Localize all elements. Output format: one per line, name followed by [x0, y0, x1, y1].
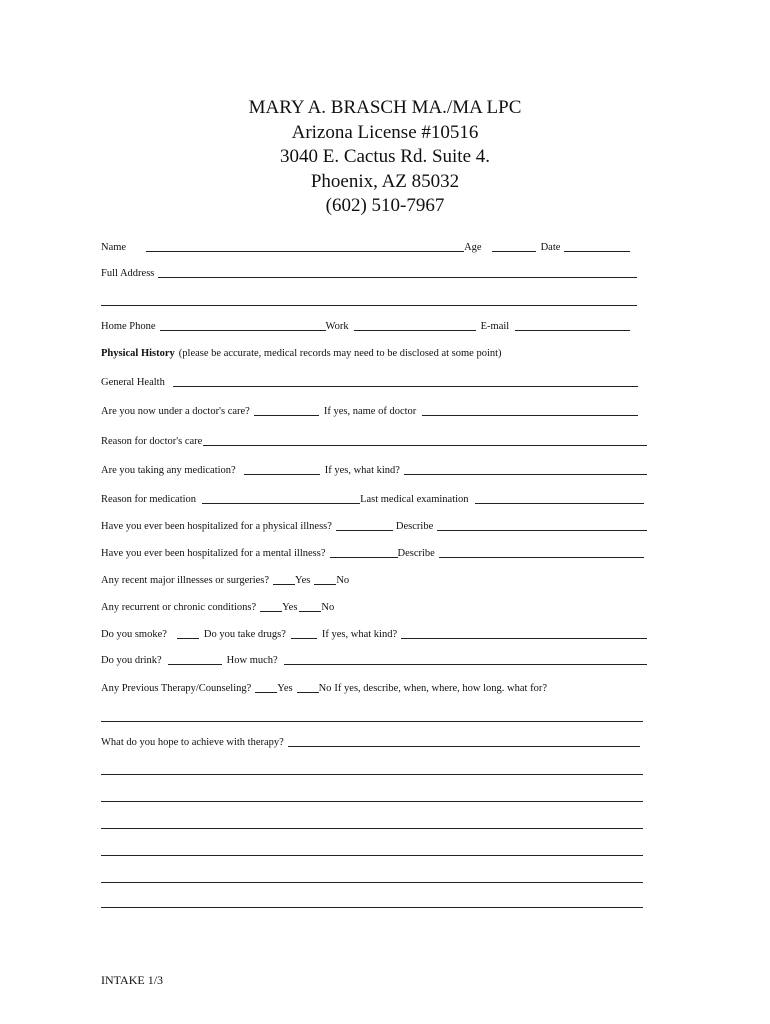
reason-doctor-label: Reason for doctor's care [101, 436, 203, 447]
row-hope-line-3 [101, 817, 647, 831]
name-label: Name [101, 242, 127, 253]
doctor-name-label: If yes, name of doctor [323, 406, 417, 417]
recent-illness-yes-label: Yes [295, 575, 311, 586]
chronic-yes-label: Yes [282, 602, 298, 613]
chronic-yes-field[interactable] [260, 601, 282, 612]
general-health-field[interactable] [173, 376, 638, 387]
hope-field-line[interactable] [101, 791, 643, 802]
medication-kind-label: If yes, what kind? [324, 465, 400, 476]
row-therapy [101, 681, 647, 695]
row-physical-history [101, 346, 647, 360]
reason-doctor-field[interactable] [203, 435, 647, 446]
reason-medication-field[interactable] [202, 493, 360, 504]
row-hope-line-6 [101, 896, 647, 910]
general-health-label: General Health [101, 377, 165, 388]
row-drink [101, 653, 647, 667]
name-field[interactable] [146, 241, 464, 252]
drugs-field[interactable] [291, 628, 317, 639]
row-hope-line-2 [101, 790, 647, 804]
drugs-kind-label: If yes, what kind? [321, 629, 398, 640]
row-hope-line-1 [101, 763, 647, 777]
row-recent-illness [101, 573, 647, 587]
date-field[interactable] [564, 241, 630, 252]
drugs-label: Do you take drugs? [203, 629, 286, 640]
phone-number: (602) 510-7967 [325, 195, 445, 216]
chronic-no-label: No [321, 602, 335, 613]
drink-label: Do you drink? [101, 655, 162, 666]
row-address [101, 266, 647, 280]
hosp-physical-describe-label: Describe [395, 521, 434, 532]
therapy-describe-field[interactable] [101, 711, 643, 722]
hope-label: What do you hope to achieve with therapy? [101, 737, 284, 748]
hosp-mental-describe-label: Describe [397, 548, 435, 559]
chronic-no-field[interactable] [299, 601, 321, 612]
date-label: Date [540, 242, 561, 253]
hope-field-line[interactable] [101, 872, 643, 883]
row-hosp-physical [101, 519, 647, 533]
page-footer: INTAKE 1/3 [101, 973, 164, 987]
home-phone-field[interactable] [160, 320, 326, 331]
city-state-zip: Phoenix, AZ 85032 [310, 170, 460, 192]
drugs-kind-field[interactable] [401, 628, 647, 639]
recent-illness-no-field[interactable] [314, 574, 336, 585]
recent-illness-yes-field[interactable] [273, 574, 295, 585]
hosp-physical-describe-field[interactable] [437, 520, 647, 531]
drink-field[interactable] [168, 654, 222, 665]
practitioner-header [0, 96, 770, 219]
last-exam-label: Last medical examination [360, 494, 469, 505]
doctors-care-field[interactable] [254, 405, 319, 416]
hosp-mental-field[interactable] [330, 547, 398, 558]
practitioner-name: MARY A. BRASCH MA./MA LPC [248, 97, 522, 118]
therapy-label: Any Previous Therapy/Counseling? [101, 683, 252, 694]
hope-field[interactable] [288, 736, 640, 747]
hope-field-line[interactable] [101, 764, 643, 775]
physical-history-note: (please be accurate, medical records may need to be disclosed at some point) [178, 348, 502, 359]
therapy-no-label: No [318, 683, 332, 694]
recent-illness-no-label: No [336, 575, 350, 586]
hope-field-line[interactable] [101, 845, 643, 856]
age-field[interactable] [492, 241, 536, 252]
how-much-label: How much? [226, 655, 278, 666]
row-smoke-drugs [101, 627, 647, 641]
therapy-describe-label: If yes, describe, when, where, how long. what for? [334, 683, 547, 694]
full-address-label: Full Address [101, 268, 155, 279]
full-address-field[interactable] [158, 267, 637, 278]
hope-field-line[interactable] [101, 897, 643, 908]
smoke-field[interactable] [177, 628, 199, 639]
row-therapy-line [101, 710, 647, 724]
license-number: Arizona License #10516 [291, 121, 479, 143]
home-phone-label: Home Phone [101, 321, 156, 332]
row-name [101, 240, 647, 254]
how-much-field[interactable] [284, 654, 647, 665]
full-address-field-2[interactable] [101, 295, 637, 306]
row-address-2 [101, 294, 647, 308]
hosp-mental-describe-field[interactable] [439, 547, 644, 558]
hosp-mental-label: Have you ever been hospitalized for a mental illness? [101, 548, 326, 559]
row-general-health [101, 375, 647, 389]
therapy-yes-field[interactable] [255, 682, 277, 693]
row-reason-medication [101, 492, 647, 506]
recent-illness-label: Any recent major illnesses or surgeries? [101, 575, 270, 586]
work-label: Work [325, 321, 349, 332]
hope-field-line[interactable] [101, 818, 643, 829]
row-phones [101, 319, 647, 333]
row-chronic [101, 600, 647, 614]
doctor-name-field[interactable] [422, 405, 638, 416]
physical-history-heading: Physical History [101, 348, 175, 359]
row-hosp-mental [101, 546, 647, 560]
chronic-label: Any recurrent or chronic conditions? [101, 602, 257, 613]
therapy-no-field[interactable] [297, 682, 319, 693]
hosp-physical-field[interactable] [336, 520, 393, 531]
age-label: Age [464, 242, 482, 253]
reason-medication-label: Reason for medication [101, 494, 197, 505]
email-label: E-mail [480, 321, 510, 332]
therapy-yes-label: Yes [277, 683, 293, 694]
street-address: 3040 E. Cactus Rd. Suite 4. [279, 146, 491, 167]
medication-label: Are you taking any medication? [101, 465, 236, 476]
row-reason-doctor [101, 434, 647, 448]
medication-field[interactable] [244, 464, 320, 475]
smoke-label: Do you smoke? [101, 629, 167, 640]
row-hope-line-4 [101, 844, 647, 858]
email-field[interactable] [515, 320, 630, 331]
medication-kind-field[interactable] [404, 464, 647, 475]
work-field[interactable] [354, 320, 476, 331]
row-hope [101, 735, 647, 749]
row-hope-line-5 [101, 871, 647, 885]
row-doctors-care [101, 404, 647, 418]
row-medication [101, 463, 647, 477]
doctors-care-label: Are you now under a doctor's care? [101, 406, 250, 417]
last-exam-field[interactable] [475, 493, 644, 504]
hosp-physical-label: Have you ever been hospitalized for a physical illness? [101, 521, 332, 532]
